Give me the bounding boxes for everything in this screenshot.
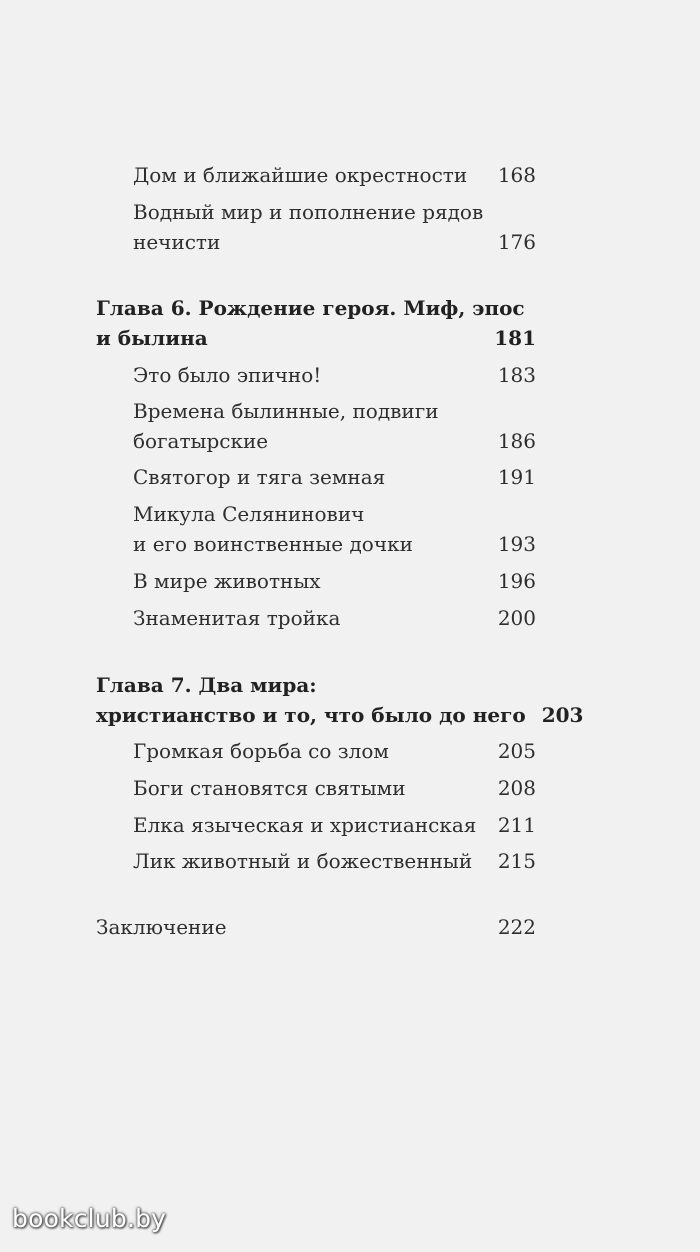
toc-entry: [133, 462, 536, 492]
toc-entry: [133, 736, 536, 766]
chapter-title-cont: и былина: [96, 326, 208, 350]
toc-entry-title: Дом и ближайшие окрестности: [133, 163, 468, 187]
toc-page-number: 176: [497, 230, 536, 254]
toc-entry-title-cont: нечисти: [133, 230, 221, 254]
toc-entry-title: Громкая борьба со злом: [133, 739, 389, 763]
watermark-logo: bookclub.by: [12, 1204, 167, 1233]
toc-entry: [133, 499, 536, 559]
toc-page-number: 186: [497, 429, 536, 453]
toc-entry: [133, 810, 536, 840]
toc-entry-title: Боги становятся святыми: [133, 776, 406, 800]
toc-entry-title: Лик животный и божественный: [133, 849, 473, 873]
toc-chapter-7: [96, 670, 584, 730]
toc-page-number: 211: [497, 813, 536, 837]
toc-entry-title: Водный мир и пополнение рядов: [133, 200, 484, 224]
toc-chapter-6: [96, 293, 536, 353]
toc-page-number: 193: [497, 532, 536, 556]
chapter-title: Глава 7. Два мира:: [96, 673, 317, 697]
toc-entry: [133, 846, 536, 876]
toc-entry-title: Знаменитая тройка: [133, 606, 341, 630]
toc-entry-title: Это было эпично!: [133, 363, 322, 387]
toc-entry-title: В мире животных: [133, 569, 321, 593]
chapter-title-cont: христианство и то, что было до него: [96, 703, 526, 727]
toc-page-number: 205: [497, 739, 536, 763]
toc-entry-title: Заключение: [96, 915, 227, 939]
toc-page-number: 181: [494, 326, 536, 350]
toc-conclusion: [96, 912, 536, 942]
toc-entry-title: Времена былинные, подвиги: [133, 399, 439, 423]
toc-entry: [133, 360, 536, 390]
toc-entry-title: Микула Селянинович: [133, 502, 365, 526]
toc-page-number: 168: [497, 163, 536, 187]
toc-page-number: 203: [541, 703, 584, 727]
toc-entry: [133, 566, 536, 596]
toc-page-number: 208: [497, 776, 536, 800]
toc-page-number: 200: [497, 606, 536, 630]
toc-page-number: 196: [497, 569, 536, 593]
toc-entry-title: Елка языческая и христианская: [133, 813, 477, 837]
toc-page-number: 191: [497, 465, 536, 489]
toc-entry: [133, 773, 536, 803]
toc-entry: [133, 197, 536, 257]
toc-entry-title-cont: богатырские: [133, 429, 269, 453]
chapter-title: Глава 6. Рождение героя. Миф, эпос: [96, 296, 525, 320]
toc-page-number: 183: [497, 363, 536, 387]
toc-entry: [133, 160, 536, 190]
toc-page-number: 215: [497, 849, 536, 873]
toc-entry: [133, 396, 536, 456]
toc-entry-title-cont: и его воинственные дочки: [133, 532, 413, 556]
toc-entry: [133, 603, 536, 633]
toc-page-number: 222: [497, 915, 536, 939]
toc-entry-title: Святогор и тяга земная: [133, 465, 386, 489]
